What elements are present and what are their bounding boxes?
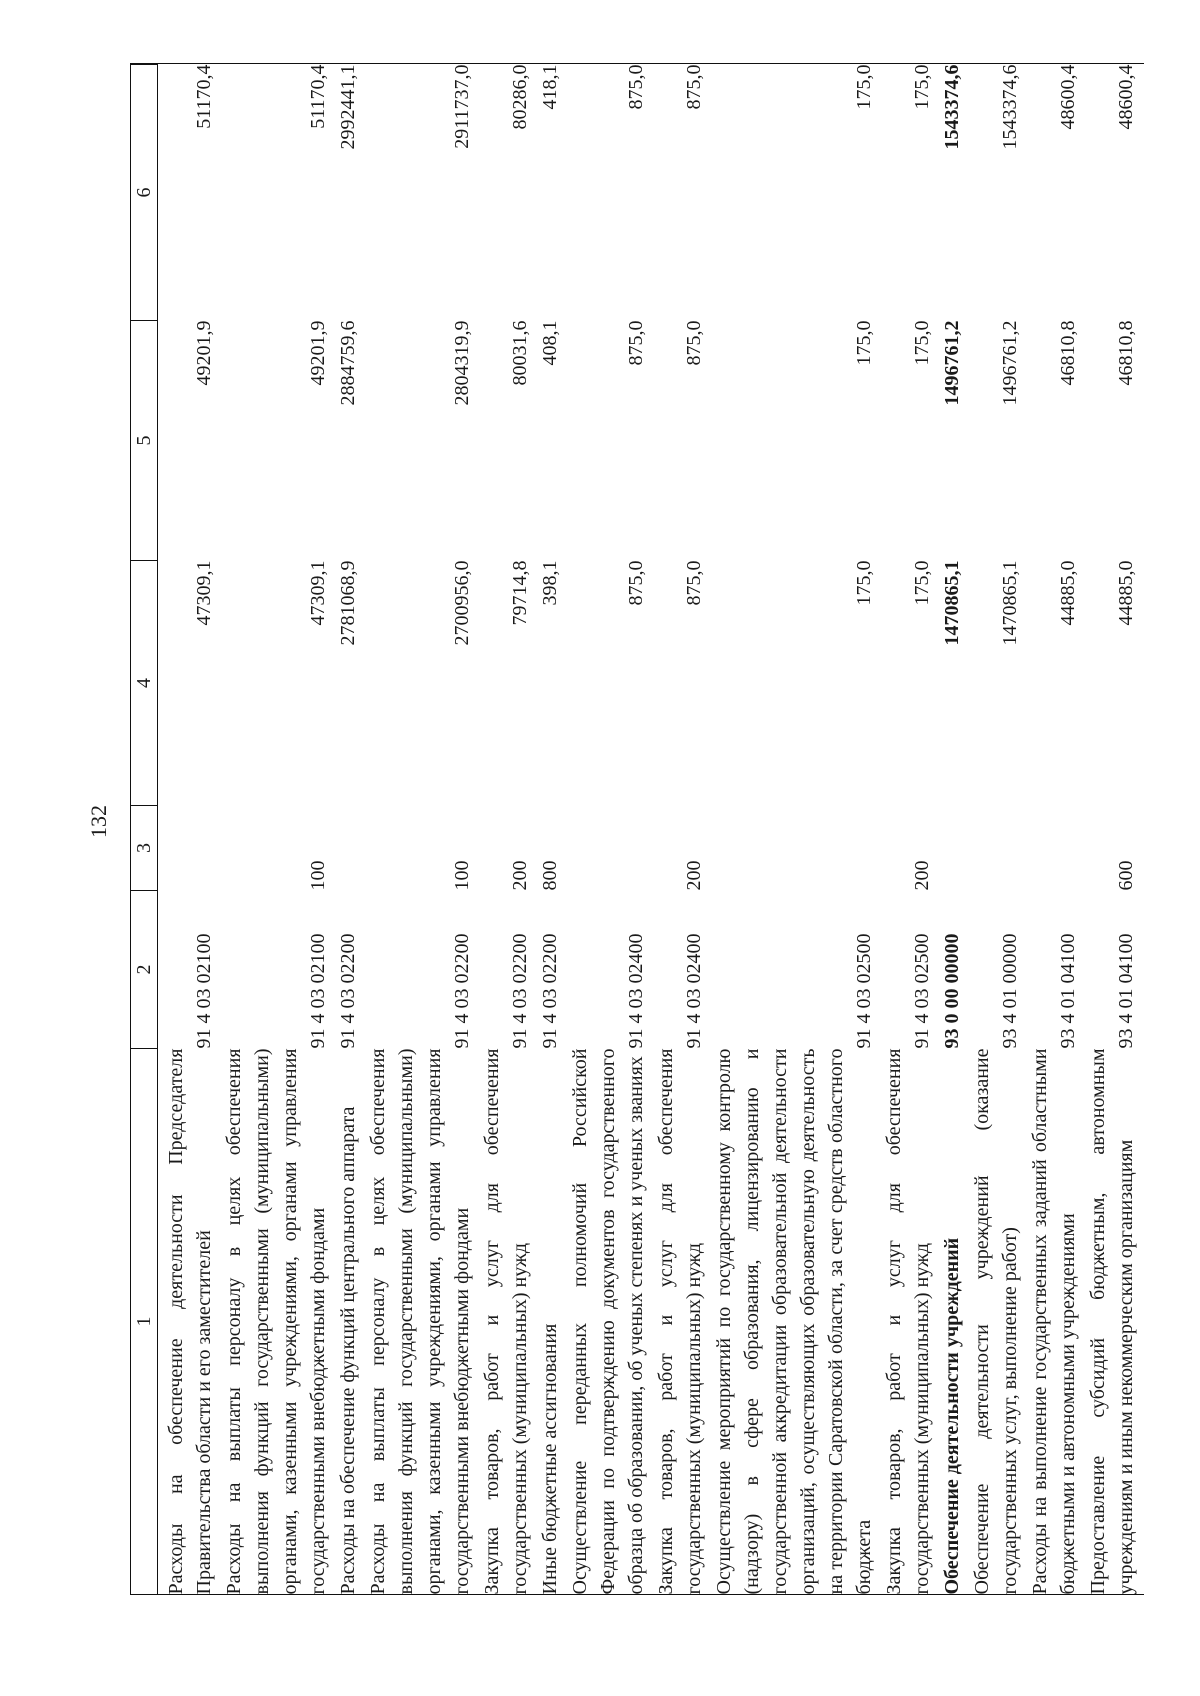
table-row bbox=[1083, 65, 1141, 1595]
row-name-cell: Расходы на выполнение государственных заданий областными бюджетными и автономными учреждениями bbox=[1029, 1048, 1079, 1595]
table-row bbox=[477, 65, 535, 1595]
row-value-2020-cell: 49201,9 bbox=[307, 320, 329, 386]
table-row bbox=[967, 65, 1025, 1595]
row-value-2019-cell: 44885,0 bbox=[1115, 560, 1137, 626]
row-name-cell: Обеспечение деятельности учреждений bbox=[941, 1237, 963, 1595]
row-vr-cell bbox=[158, 806, 220, 891]
row-value-2019-cell: 47309,1 bbox=[193, 560, 215, 626]
row-value-2019-cell: 398,1 bbox=[539, 560, 561, 606]
row-value-2021-cell: 48600,4 bbox=[1115, 64, 1137, 130]
row-value-2019-cell: 79714,8 bbox=[509, 560, 531, 626]
rotated-page-content bbox=[130, 65, 1144, 1595]
table-row bbox=[333, 65, 363, 1595]
row-value-2021-cell: 875,0 bbox=[683, 64, 705, 110]
row-vr-cell: 100 bbox=[307, 860, 329, 891]
row-value-2020-cell: 2884759,6 bbox=[337, 320, 359, 406]
row-value-2020-cell: 175,0 bbox=[911, 320, 933, 366]
row-name-cell: Осуществление переданных полномочий Российской Федерации по подтверждению документов государственного образца об образовании, об ученых степенях и ученых званиях bbox=[569, 1048, 647, 1595]
row-value-2019-cell: 1470865,1 bbox=[941, 560, 963, 646]
header-col-4: 4 bbox=[131, 561, 158, 806]
row-vr-cell: 600 bbox=[1115, 860, 1137, 891]
row-value-2020-cell: 875,0 bbox=[625, 320, 647, 366]
row-value-2020-cell: 80031,6 bbox=[509, 320, 531, 386]
row-value-2021-cell: 51170,4 bbox=[307, 64, 329, 129]
row-value-2021-cell: 2911737,0 bbox=[451, 64, 473, 149]
row-vr-cell: 200 bbox=[683, 860, 705, 891]
header-col-1: 1 bbox=[131, 1049, 158, 1595]
row-value-2019-cell: 44885,0 bbox=[1057, 560, 1079, 626]
table-row bbox=[219, 65, 333, 1595]
row-value-2021-cell: 51170,4 bbox=[193, 64, 215, 129]
table-row bbox=[535, 65, 565, 1595]
budget-table bbox=[130, 64, 1141, 1595]
header-col-6: 6 bbox=[131, 65, 158, 321]
row-value-2020-cell: 875,0 bbox=[683, 320, 705, 366]
row-vr-cell bbox=[967, 806, 1025, 891]
row-value-2020-cell: 1496761,2 bbox=[941, 320, 963, 406]
row-value-2021-cell: 875,0 bbox=[625, 64, 647, 110]
row-code-cell: 91 4 03 02400 bbox=[625, 933, 647, 1049]
row-code-cell: 91 4 03 02400 bbox=[683, 933, 705, 1049]
row-vr-cell bbox=[937, 806, 967, 891]
row-code-cell: 93 4 01 00000 bbox=[999, 933, 1021, 1049]
row-vr-cell bbox=[709, 806, 879, 891]
row-value-2021-cell: 2992441,1 bbox=[337, 64, 359, 150]
row-vr-cell: 200 bbox=[509, 860, 531, 891]
row-value-2020-cell: 408,1 bbox=[539, 320, 561, 366]
row-name-cell: Расходы на выплаты персоналу в целях обеспечения выполнения функций государственными (муниципальными) органами, казенными учреждениями, органами управления государственными внебюджетными фондами bbox=[223, 1048, 329, 1595]
row-value-2019-cell: 2781068,9 bbox=[337, 560, 359, 646]
row-name-cell: Расходы на выплаты персоналу в целях обеспечения выполнения функций государственными (муниципальными) органами, казенными учреждениями, органами управления государственными внебюджетными фондами bbox=[367, 1048, 473, 1595]
row-value-2021-cell: 418,1 bbox=[539, 64, 561, 110]
row-name-cell: Закупка товаров, работ и услуг для обеспечения государственных (муниципальных) нужд bbox=[481, 1048, 531, 1595]
row-vr-cell: 800 bbox=[539, 860, 561, 891]
row-name-cell: Закупка товаров, работ и услуг для обеспечения государственных (муниципальных) нужд bbox=[883, 1048, 933, 1595]
row-value-2019-cell: 175,0 bbox=[911, 560, 933, 606]
table-row bbox=[158, 65, 220, 1595]
row-vr-cell bbox=[1025, 806, 1083, 891]
row-code-cell: 93 4 01 04100 bbox=[1057, 933, 1079, 1049]
row-code-cell: 93 0 00 00000 bbox=[941, 933, 963, 1049]
row-value-2020-cell: 2804319,9 bbox=[451, 320, 473, 406]
table-row bbox=[937, 65, 967, 1595]
row-value-2021-cell: 1543374,6 bbox=[999, 64, 1021, 150]
row-name-cell: Иные бюджетные ассигнования bbox=[539, 1323, 561, 1595]
row-value-2019-cell: 2700956,0 bbox=[451, 560, 473, 646]
row-name-cell: Предоставление субсидий бюджетным, автономным учреждениям и иным некоммерческим организациям bbox=[1087, 1048, 1137, 1595]
row-code-cell: 91 4 03 02500 bbox=[853, 933, 875, 1049]
row-name-cell: Закупка товаров, работ и услуг для обеспечения государственных (муниципальных) нужд bbox=[655, 1048, 705, 1595]
row-name-cell: Расходы на обеспечение деятельности Председателя Правительства области и его заместителей bbox=[165, 1048, 215, 1595]
table-body bbox=[158, 65, 1142, 1595]
row-code-cell: 93 4 01 04100 bbox=[1115, 933, 1137, 1049]
table-row bbox=[879, 65, 937, 1595]
row-value-2019-cell: 875,0 bbox=[625, 560, 647, 606]
row-name-cell: Обеспечение деятельности учреждений (оказание государственных услуг, выполнение работ) bbox=[971, 1048, 1021, 1595]
table-row bbox=[363, 65, 477, 1595]
row-vr-cell bbox=[333, 806, 363, 891]
row-code-cell: 91 4 03 02100 bbox=[307, 933, 329, 1049]
table-row bbox=[709, 65, 879, 1595]
row-value-2020-cell: 49201,9 bbox=[193, 320, 215, 386]
row-value-2019-cell: 175,0 bbox=[853, 560, 875, 606]
table-row bbox=[565, 65, 651, 1595]
row-value-2019-cell: 875,0 bbox=[683, 560, 705, 606]
row-value-2021-cell: 48600,4 bbox=[1057, 64, 1079, 130]
row-code-cell: 91 4 03 02200 bbox=[337, 933, 359, 1049]
row-value-2020-cell: 175,0 bbox=[853, 320, 875, 366]
row-value-2021-cell: 175,0 bbox=[911, 64, 933, 110]
row-value-2020-cell: 1496761,2 bbox=[999, 320, 1021, 406]
row-code-cell: 91 4 03 02200 bbox=[509, 933, 531, 1049]
table-header-row bbox=[131, 65, 158, 1595]
row-value-2019-cell: 47309,1 bbox=[307, 560, 329, 626]
row-value-2021-cell: 175,0 bbox=[853, 64, 875, 110]
row-vr-cell bbox=[565, 806, 651, 891]
row-value-2021-cell: 80286,0 bbox=[509, 64, 531, 130]
table-row bbox=[1025, 65, 1083, 1595]
row-name-cell: Расходы на обеспечение функций центрального аппарата bbox=[337, 1106, 359, 1595]
header-col-2: 2 bbox=[131, 891, 158, 1049]
row-vr-cell: 200 bbox=[911, 860, 933, 891]
row-code-cell: 91 4 03 02200 bbox=[539, 933, 561, 1049]
row-value-2019-cell: 1470865,1 bbox=[999, 560, 1021, 646]
row-code-cell: 91 4 03 02500 bbox=[911, 933, 933, 1049]
page-number: 132 bbox=[86, 805, 111, 838]
row-vr-cell: 100 bbox=[451, 860, 473, 891]
row-value-2020-cell: 46810,8 bbox=[1115, 320, 1137, 386]
header-col-3: 3 bbox=[131, 806, 158, 891]
header-col-5: 5 bbox=[131, 321, 158, 561]
row-value-2021-cell: 1543374,6 bbox=[941, 64, 963, 150]
table-row bbox=[651, 65, 709, 1595]
row-name-cell: Осуществление мероприятий по государственному контролю (надзору) в сфере образования, лицензированию и государственной аккредитации образовательной деятельности организаций, осуществляющих образовательную деятельность на территории Саратовской области, за счет средств областного бюджета bbox=[713, 1048, 875, 1595]
row-code-cell: 91 4 03 02200 bbox=[451, 933, 473, 1049]
row-code-cell: 91 4 03 02100 bbox=[193, 933, 215, 1049]
row-value-2020-cell: 46810,8 bbox=[1057, 320, 1079, 386]
